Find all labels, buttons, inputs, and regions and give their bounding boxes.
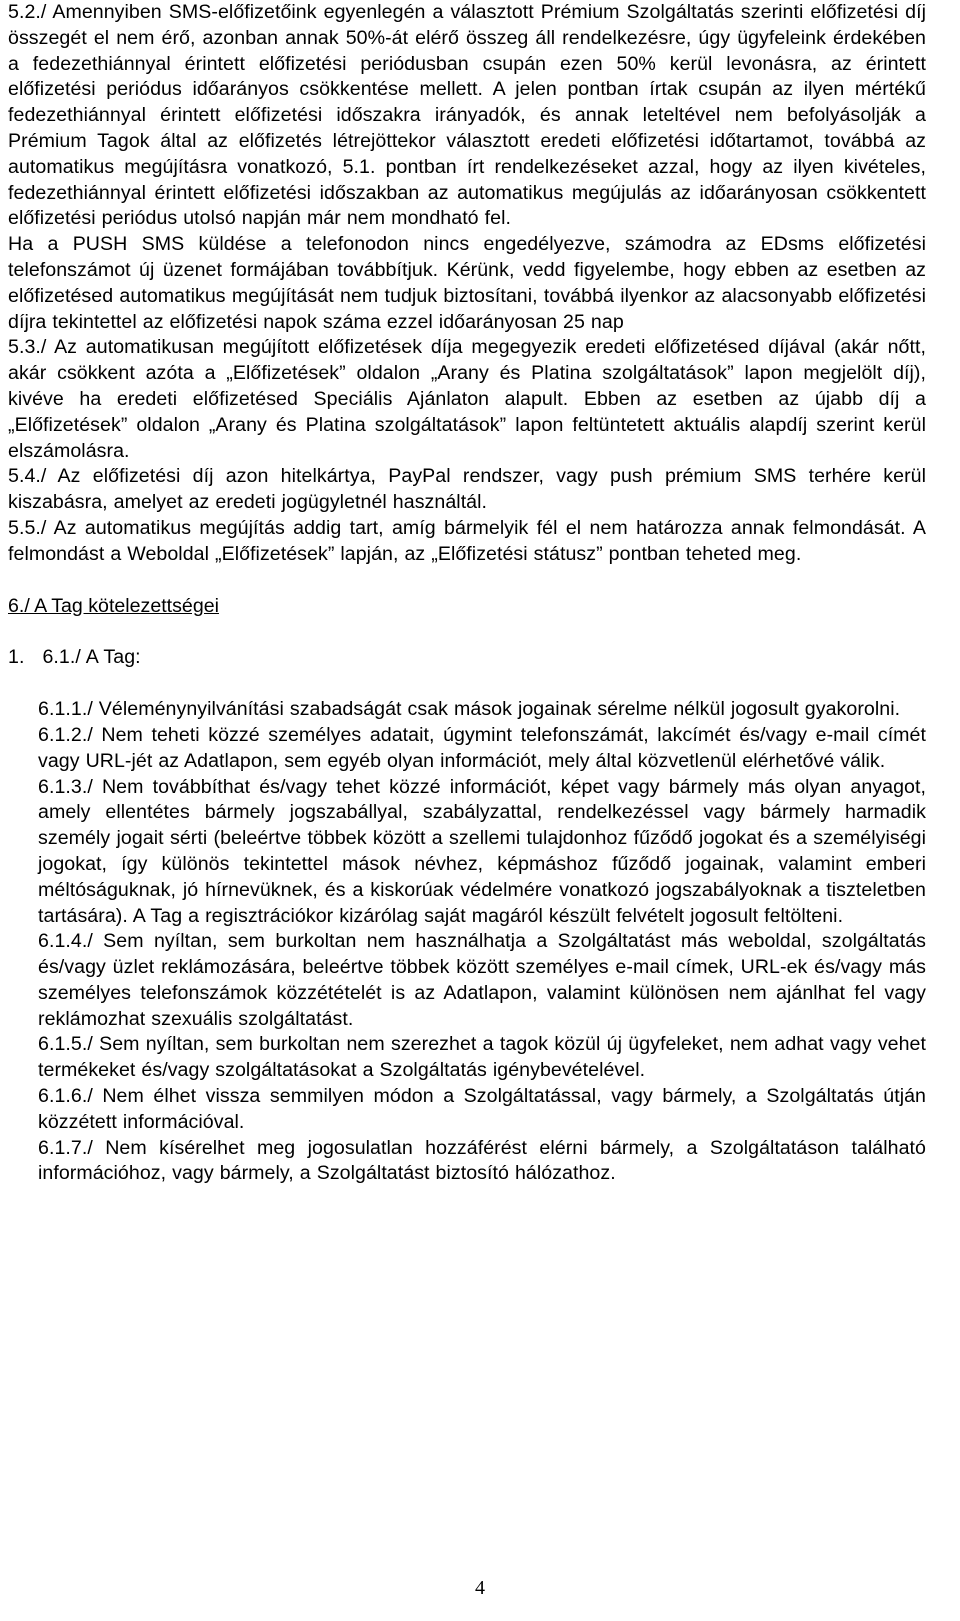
- list-item: 6.1.4./ Sem nyíltan, sem burkoltan nem használhatja a Szolgáltatást más weboldal, szolgáltatás és/vagy üzlet reklámozására, beleértve többek között személyes e-mail címek, URL-ek és/vagy más személyes telefonszámok közzétételét is az Adatlapon, valamint különösen nem ajánlhat fel vagy reklámozhat szexuális szolgáltatást.: [38, 930, 926, 1030]
- paragraph-push-sms: Ha a PUSH SMS küldése a telefonodon nincs engedélyezve, számodra az EDsms előfizetési telefonszámot új üzenet formájában továbbítjuk. Kérünk, vedd figyelembe, hogy ebben az esetben az előfizetésed automatikus megújítását nem tudjuk biztosítani, továbbá ilyenkor az alacsonyabb előfizetési díjra tekintettel az előfizetési napok száma ezzel időarányosan 25 nap: [8, 233, 926, 333]
- paragraph-5-2: 5.2./ Amennyiben SMS-előfizetőink egyenlegén a választott Prémium Szolgáltatás szerinti előfizetési díj összegét el nem érő, azonban annak 50%-át elérő összeg áll rendelkezésre, úgy ügyfeleink érdekében a fedezethiánnyal érintett előfizetési periódusban csupán ezen 50% kerül levonásra, az érintett előfizetési periódus időarányos csökkentése mellett. A jelen pontban írtak csupán az ilyen mértékű fedezethiánnyal érintett előfizetési időszakra irányadók, és annak leteltével nem befolyásolják a Prémium Tagok által az előfizetés létrejöttekor választott eredeti előfizetési időtartamot, továbbá az automatikus megújításra vonatkozó, 5.1. pontban írt rendelkezéseket azzal, hogy az ilyen kivételes, fedezethiánnyal érintett előfizetési időszakban az automatikus megújulás az időarányosan csökkentett előfizetési periódus utolsó napján már nem mondható fel.: [8, 1, 926, 230]
- paragraph-5-5: 5.5./ Az automatikus megújítás addig tart, amíg bármelyik fél el nem határozza annak felmondását. A felmondást a Weboldal „Előfizetések” lapján, az „Előfizetési státusz” pontban teheted meg.: [8, 516, 926, 565]
- paragraph-5-4: 5.4./ Az előfizetési díj azon hitelkártya, PayPal rendszer, vagy push prémium SMS terhére kerül kiszabásra, amelyet az eredeti jogügyletnél használtál.: [8, 465, 926, 514]
- list-item: 6.1.6./ Nem élhet vissza semmilyen módon a Szolgáltatással, vagy bármely, a Szolgáltatás útján közzétett információval.: [38, 1085, 926, 1133]
- list-number: 1.: [8, 646, 25, 669]
- document-body: [8, 0, 926, 1187]
- obligations-list: [8, 697, 926, 1187]
- page-number: 4: [475, 1577, 485, 1599]
- list-item: 6.1.2./ Nem teheti közzé személyes adatait, úgymint telefonszámát, lakcímét és/vagy e-mail címét vagy URL-jét az Adatlapon, sem egyéb olyan információt, mely által közvetlenül elérhetővé válik.: [38, 723, 926, 772]
- list-item: 6.1.7./ Nem kísérelhet meg jogosulatlan hozzáférést elérni bármely, a Szolgáltatáson található információhoz, vagy bármely, a Szolgáltatást biztosító hálózathoz.: [38, 1136, 926, 1185]
- list-item: 6.1.5./ Sem nyíltan, sem burkoltan nem szerezhet a tagok közül új ügyfeleket, nem adhat vagy vehet termékeket és/vagy szolgáltatásokat a Szolgáltatás igénybevételével.: [38, 1033, 926, 1082]
- subsection-6-1: [8, 645, 926, 671]
- section-6-heading: 6./ A Tag kötelezettségei: [8, 594, 219, 617]
- list-item: 6.1.1./ Véleménynyilvánítási szabadságát csak mások jogainak sérelme nélkül jogosult gyakorolni.: [38, 698, 901, 721]
- paragraph-5-3: 5.3./ Az automatikusan megújított előfizetések díja megegyezik eredeti előfizetésed díjával (akár nőtt, akár csökkent azóta a „Előfizetések” oldalon „Arany és Platina szolgáltatások” lapon megjelölt díj), kivéve ha eredeti előfizetésed Speciális Ajánlaton alapult. Ebben az esetben az újabb díj a „Előfizetések” oldalon „Arany és Platina szolgáltatások” lapon feltüntetett aktuális alapdíj szerint kerül elszámolásra.: [8, 336, 926, 462]
- list-item: 6.1.3./ Nem továbbíthat és/vagy tehet közzé információt, képet vagy bármely más olyan anyagot, amely ellentétes bármely jogszabállyal, szabályzattal, rendelkezéssel vagy bármely harmadik személy jogait sérti (beleértve többek között a szellemi tulajdonhoz fűződő jogokat és a személyiségi jogokat, így különös tekintettel mások névhez, képmáshoz fűződő jogainak, valamint emberi méltóságuknak, jó hírnevüknek, és a kiskorúak védelmére vonatkozó jogszabályoknak a tiszteletben tartására). A Tag a regisztrációkor kizárólag saját magáról készült felvételt jogosult feltölteni.: [38, 775, 926, 927]
- subsection-6-1-label: 6.1./ A Tag:: [42, 646, 141, 669]
